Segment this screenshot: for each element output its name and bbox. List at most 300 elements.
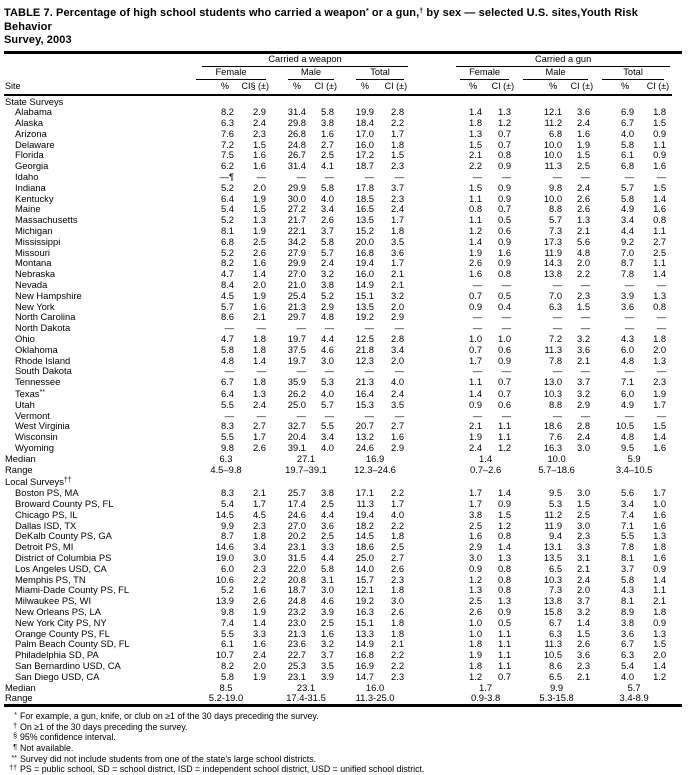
pct-column-header: % xyxy=(180,80,240,95)
value-cell: 11.2 xyxy=(544,508,563,520)
value-cell: 2.4 xyxy=(320,257,334,269)
value-cell: — xyxy=(256,171,266,183)
value-cell: 3.0 xyxy=(469,551,483,563)
value-cell: 13.5 xyxy=(355,300,374,312)
column-gap xyxy=(410,129,454,140)
table-row xyxy=(4,107,672,118)
value-cell: 2.1 xyxy=(252,487,266,499)
value-cell: 7.8 xyxy=(621,541,635,553)
value-cell: 1.6 xyxy=(653,442,667,453)
value-cell: 2.7 xyxy=(252,420,266,432)
value-cell: 0.8 xyxy=(498,573,512,585)
value-cell: 1.3 xyxy=(653,627,667,639)
summary-value-cell: 9.9 xyxy=(550,681,564,693)
value-cell: 16.0 xyxy=(355,138,374,150)
value-cell: 2.5 xyxy=(577,160,591,172)
subheader-weapon-total xyxy=(340,67,410,80)
value-cell: — xyxy=(580,311,591,323)
value-cell: — xyxy=(656,279,667,291)
value-cell: 19.2 xyxy=(355,311,374,323)
value-cell: 3.6 xyxy=(320,519,334,531)
value-cell: 9.5 xyxy=(621,442,635,453)
value-cell: 6.7 xyxy=(621,117,635,129)
column-gap xyxy=(410,629,454,640)
value-cell: 1.5 xyxy=(469,181,483,193)
value-cell: 4.4 xyxy=(320,333,334,345)
value-cell: 3.5 xyxy=(320,659,334,671)
value-cell: 19.2 xyxy=(355,595,374,607)
value-cell: 29.8 xyxy=(287,117,306,129)
value-cell: 19.4 xyxy=(355,257,374,269)
value-cell: 1.9 xyxy=(469,431,483,443)
site-column-spacer xyxy=(4,67,180,80)
value-cell: — xyxy=(224,365,234,377)
site-name: New Orleans PS, LA xyxy=(15,605,101,617)
value-cell: 25.7 xyxy=(287,487,306,499)
title-text: TABLE 7. Percentage of high school students who carried a weapon xyxy=(4,7,366,19)
value-cell: 30.0 xyxy=(287,192,306,204)
column-gap xyxy=(410,607,454,618)
value-cell: 1.6 xyxy=(320,627,334,639)
value-cell: 5.8 xyxy=(320,181,334,193)
column-gap xyxy=(410,312,454,323)
table-row xyxy=(4,140,672,151)
value-cell: — xyxy=(364,409,374,421)
site-name: Mississippi xyxy=(15,235,61,247)
value-cell: 11.3 xyxy=(544,343,563,355)
value-cell: 1.1 xyxy=(498,649,512,661)
value-cell: 1.4 xyxy=(469,106,483,118)
value-cell: 11.9 xyxy=(544,519,563,531)
value-cell: 3.9 xyxy=(621,289,635,301)
column-gap xyxy=(410,377,454,388)
value-cell: 0.9 xyxy=(498,605,512,617)
value-cell: 1.3 xyxy=(498,106,512,118)
group-header-weapon-label: Carried a weapon xyxy=(202,54,408,67)
footnote-text: 95% confidence interval. xyxy=(20,732,116,743)
subheader-label: Total xyxy=(602,67,664,80)
value-cell: 8.8 xyxy=(549,398,563,410)
value-cell: 1.3 xyxy=(252,388,266,400)
value-cell: 1.6 xyxy=(653,203,667,215)
value-cell: 5.5 xyxy=(621,530,635,542)
value-cell: 1.6 xyxy=(252,149,266,161)
range-row xyxy=(4,465,672,476)
column-gap xyxy=(410,465,454,476)
value-cell: — xyxy=(472,311,483,323)
value-cell: 0.9 xyxy=(469,562,483,574)
value-cell: 8.6 xyxy=(220,311,234,323)
value-cell: 23.1 xyxy=(287,541,306,553)
value-cell: 1.9 xyxy=(252,192,266,204)
value-cell: 8.7 xyxy=(220,530,234,542)
summary-value-cell: 6.3 xyxy=(219,452,233,464)
value-cell: — xyxy=(552,322,563,334)
table-row xyxy=(4,639,672,650)
value-cell: 18.7 xyxy=(355,160,374,172)
table-row xyxy=(4,661,672,672)
value-cell: 2.0 xyxy=(653,649,667,661)
value-cell: 8.3 xyxy=(220,487,234,499)
site-name: Kentucky xyxy=(15,192,54,204)
value-cell: 11.3 xyxy=(544,638,563,650)
median-row xyxy=(4,454,672,465)
value-cell: 1.3 xyxy=(577,214,591,226)
ci-column-header: CI (±) xyxy=(488,80,517,95)
value-cell: 0.6 xyxy=(498,398,512,410)
range-label: Range xyxy=(5,692,33,704)
value-cell: 1.1 xyxy=(653,138,667,150)
value-cell: 1.0 xyxy=(469,616,483,628)
table-row xyxy=(4,161,672,172)
subheader-label: Total xyxy=(356,67,404,80)
value-cell: 2.1 xyxy=(469,420,483,432)
value-cell: 5.5 xyxy=(220,398,234,410)
site-name: Missouri xyxy=(15,246,50,258)
value-cell: 4.8 xyxy=(320,311,334,323)
value-cell: 2.5 xyxy=(391,541,405,553)
value-cell: 1.3 xyxy=(498,595,512,607)
column-gap xyxy=(410,215,454,226)
value-cell: 5.4 xyxy=(220,497,234,509)
value-cell: 1.1 xyxy=(469,192,483,204)
value-cell: — xyxy=(552,409,563,421)
value-cell: 3.0 xyxy=(391,595,405,607)
value-cell: 3.2 xyxy=(320,638,334,650)
value-cell: 20.0 xyxy=(355,235,374,247)
value-cell: 13.9 xyxy=(215,595,234,607)
column-gap xyxy=(410,683,454,694)
value-cell: 5.2 xyxy=(220,246,234,258)
value-cell: — xyxy=(656,365,667,377)
value-cell: 35.9 xyxy=(287,376,306,388)
column-gap xyxy=(410,639,454,650)
value-cell: 2.5 xyxy=(320,616,334,628)
value-cell: 3.6 xyxy=(621,627,635,639)
column-gap xyxy=(410,356,454,367)
summary-value-cell: 5.7 xyxy=(627,681,641,693)
value-cell: 2.6 xyxy=(577,192,591,204)
value-cell: 1.6 xyxy=(653,551,667,563)
value-cell: 1.6 xyxy=(653,508,667,520)
site-name: West Virginia xyxy=(15,420,70,432)
site-name: Broward County PS, FL xyxy=(15,497,114,509)
value-cell: 2.4 xyxy=(391,388,405,400)
value-cell: 7.0 xyxy=(621,246,635,258)
column-gap xyxy=(410,400,454,411)
value-cell: 2.8 xyxy=(577,420,591,432)
pct-column-header: % xyxy=(596,80,640,95)
value-cell: 0.7 xyxy=(498,376,512,388)
value-cell: 4.0 xyxy=(320,442,334,453)
value-cell: — xyxy=(256,409,266,421)
value-cell: — xyxy=(624,311,635,323)
table-row xyxy=(4,585,672,596)
value-cell: 3.7 xyxy=(320,225,334,237)
value-cell: 16.3 xyxy=(355,605,374,617)
value-cell: 1.3 xyxy=(469,584,483,596)
site-name: Orange County PS, FL xyxy=(15,627,110,639)
table-row xyxy=(4,150,672,161)
value-cell: 1.8 xyxy=(653,333,667,345)
value-cell: 17.1 xyxy=(355,487,374,499)
value-cell: 4.8 xyxy=(621,354,635,366)
value-cell: 0.4 xyxy=(498,300,512,312)
value-cell: 1.0 xyxy=(498,333,512,345)
table-row xyxy=(4,118,672,129)
table-row xyxy=(4,334,672,345)
summary-value-cell: 0.9-3.8 xyxy=(470,692,501,704)
value-cell: 2.5 xyxy=(320,149,334,161)
value-cell: 13.0 xyxy=(543,376,563,388)
value-cell: 16.3 xyxy=(543,442,563,453)
value-cell: 1.5 xyxy=(469,138,483,150)
site-name: South Dakota xyxy=(15,365,72,377)
column-header-row xyxy=(4,80,672,95)
site-name: Alabama xyxy=(15,106,53,118)
value-cell: 1.3 xyxy=(653,289,667,301)
value-cell: 2.9 xyxy=(391,311,405,323)
value-cell: 3.7 xyxy=(621,562,635,574)
column-gap xyxy=(410,172,454,183)
value-cell: 5.7 xyxy=(320,246,334,258)
value-cell: — xyxy=(580,409,591,421)
value-cell: 2.3 xyxy=(577,289,591,301)
value-cell: 2.0 xyxy=(391,300,405,312)
value-cell: 5.2 xyxy=(320,289,334,301)
value-cell: 0.6 xyxy=(498,343,512,355)
table-row xyxy=(4,172,672,183)
column-gap xyxy=(410,542,454,553)
summary-value-cell: 10.0 xyxy=(547,452,566,464)
value-cell: 2.3 xyxy=(252,519,266,531)
table-row xyxy=(4,323,672,334)
ci-column-header: CI (±) xyxy=(380,80,410,95)
table-row xyxy=(4,204,672,215)
footnote-marker: ¶ xyxy=(13,743,17,751)
value-cell: 6.5 xyxy=(549,670,563,682)
value-cell: 5.2 xyxy=(220,584,234,596)
value-cell: 2.5 xyxy=(320,530,334,542)
value-cell: 5.2 xyxy=(220,214,234,226)
value-cell: 1.2 xyxy=(469,573,483,585)
summary-value-cell: 4.5–9.8 xyxy=(210,463,242,475)
value-cell: 1.2 xyxy=(498,117,512,129)
value-cell: 2.2 xyxy=(391,649,405,661)
column-gap xyxy=(410,521,454,532)
subgroup-header-row xyxy=(4,67,672,80)
value-cell: 6.3 xyxy=(220,117,234,129)
value-cell: 26.8 xyxy=(287,127,306,139)
footnote xyxy=(4,711,682,722)
value-cell: 26.7 xyxy=(287,149,306,161)
table-row xyxy=(4,258,672,269)
summary-value-cell: 5.9 xyxy=(627,452,641,464)
footnote-marker: * xyxy=(14,712,17,720)
value-cell: 14.9 xyxy=(355,279,374,291)
value-cell: — xyxy=(472,171,483,183)
table-row xyxy=(4,366,672,377)
value-cell: 2.6 xyxy=(577,203,591,215)
value-cell: — xyxy=(580,279,591,291)
range-label: Range xyxy=(5,463,33,475)
footnote xyxy=(4,743,682,754)
value-cell: 1.8 xyxy=(391,616,405,628)
value-cell: 3.8 xyxy=(320,279,334,291)
site-name: Wisconsin xyxy=(15,431,58,443)
footnote xyxy=(4,732,682,743)
column-gap xyxy=(410,650,454,661)
value-cell: 15.3 xyxy=(355,398,374,410)
column-gap xyxy=(410,366,454,377)
value-cell: 1.8 xyxy=(653,106,667,118)
value-cell: 2.0 xyxy=(577,257,591,269)
value-cell: 1.4 xyxy=(469,235,483,247)
value-cell: 2.6 xyxy=(252,246,266,258)
ci-column-header: CI (±) xyxy=(640,80,672,95)
value-cell: 20.7 xyxy=(355,420,374,432)
value-cell: 14.3 xyxy=(543,257,563,269)
value-cell: 1.2 xyxy=(498,519,512,531)
value-cell: 34.2 xyxy=(287,235,306,247)
value-cell: 3.7 xyxy=(320,649,334,661)
value-cell: 14.6 xyxy=(215,541,234,553)
value-cell: 0.7 xyxy=(469,343,483,355)
value-cell: 1.3 xyxy=(252,214,266,226)
value-cell: — xyxy=(501,322,512,334)
value-cell: 7.5 xyxy=(220,149,234,161)
value-cell: 9.4 xyxy=(549,530,563,542)
site-name: Chicago PS, IL xyxy=(15,508,78,520)
value-cell: 4.6 xyxy=(320,343,334,355)
value-cell: 12.1 xyxy=(355,584,374,596)
value-cell: 1.1 xyxy=(498,431,512,443)
value-cell: 3.8 xyxy=(621,616,635,628)
subheader-label: Female xyxy=(196,67,266,80)
value-cell: 2.5 xyxy=(469,519,483,531)
value-cell: — xyxy=(324,171,334,183)
value-cell: 1.8 xyxy=(391,225,405,237)
value-cell: 1.1 xyxy=(498,627,512,639)
value-cell: 5.4 xyxy=(220,203,234,215)
value-cell: 22.0 xyxy=(287,562,306,574)
value-cell: 1.1 xyxy=(498,659,512,671)
section-label xyxy=(4,475,672,488)
value-cell: 1.2 xyxy=(469,670,483,682)
value-cell: — xyxy=(256,365,266,377)
value-cell: 1.6 xyxy=(252,257,266,269)
site-name: New York xyxy=(15,300,55,312)
value-cell: 1.6 xyxy=(252,584,266,596)
value-cell: 6.8 xyxy=(549,127,563,139)
value-cell: 1.2 xyxy=(498,442,512,453)
value-cell: 6.3 xyxy=(549,627,563,639)
value-cell: 2.3 xyxy=(577,659,591,671)
value-cell: 1.8 xyxy=(391,584,405,596)
site-name: Ohio xyxy=(15,333,35,345)
value-cell: 14.7 xyxy=(355,670,374,682)
value-cell: — xyxy=(552,365,563,377)
value-cell: 4.5 xyxy=(252,508,266,520)
value-cell: 1.6 xyxy=(391,431,405,443)
subheader-label: Female xyxy=(460,67,509,80)
value-cell: 3.8 xyxy=(320,117,334,129)
value-cell: 5.2 xyxy=(220,181,234,193)
value-cell: 2.6 xyxy=(252,442,266,453)
summary-value-cell: 27.1 xyxy=(296,452,316,464)
site-name: Los Angeles USD, CA xyxy=(15,562,107,574)
value-cell: 1.8 xyxy=(469,117,483,129)
value-cell: 3.6 xyxy=(621,300,635,312)
value-cell: 4.4 xyxy=(621,225,635,237)
value-cell: 8.2 xyxy=(220,659,234,671)
value-cell: 4.7 xyxy=(220,268,234,280)
value-cell: 1.8 xyxy=(653,541,667,553)
footnote xyxy=(4,764,682,775)
table-row xyxy=(4,226,672,237)
value-cell: 0.7 xyxy=(498,203,512,215)
value-cell: 4.8 xyxy=(577,246,591,258)
site-name: Miami-Dade County PS, FL xyxy=(15,584,130,596)
footnote-marker: †† xyxy=(9,765,17,773)
column-gap xyxy=(410,226,454,237)
value-cell: — xyxy=(624,365,635,377)
value-cell: 21.3 xyxy=(287,300,306,312)
value-cell: — xyxy=(580,322,591,334)
table-row xyxy=(4,531,672,542)
value-cell: — xyxy=(364,171,374,183)
group-header-weapon xyxy=(180,54,410,67)
column-gap xyxy=(410,248,454,259)
value-cell: 3.9 xyxy=(320,605,334,617)
value-cell: — xyxy=(580,171,591,183)
subheader-gun-male xyxy=(517,67,596,80)
summary-value-cell: 0.7–2.6 xyxy=(469,463,502,475)
value-cell: 6.0 xyxy=(220,562,234,574)
table-row xyxy=(4,443,672,454)
table-row xyxy=(4,356,672,367)
value-cell: 1.5 xyxy=(577,627,591,639)
value-cell: 2.4 xyxy=(469,442,483,453)
value-cell: 3.1 xyxy=(577,551,591,563)
value-cell: 0.9 xyxy=(653,616,667,628)
value-cell: 1.7 xyxy=(252,431,266,443)
site-name: Utah xyxy=(15,398,35,410)
value-cell: 5.7 xyxy=(621,181,635,193)
value-cell: 5.6 xyxy=(577,235,591,247)
value-cell: 3.4 xyxy=(391,343,405,355)
group-header-row xyxy=(4,54,672,67)
value-cell: 16.5 xyxy=(355,203,374,215)
group-header-gun xyxy=(454,54,672,67)
value-cell: 1.9 xyxy=(252,605,266,617)
value-cell: 5.8 xyxy=(320,106,334,118)
value-cell: 9.8 xyxy=(549,181,563,193)
value-cell: — xyxy=(624,322,635,334)
value-cell: 3.6 xyxy=(577,106,591,118)
table-row xyxy=(4,302,672,313)
subheader-weapon-male xyxy=(272,67,340,80)
value-cell: 23.6 xyxy=(287,638,306,650)
value-cell: 2.3 xyxy=(391,670,405,682)
summary-value-cell: 1.4 xyxy=(479,452,493,464)
summary-value-cell: 16.9 xyxy=(365,452,385,464)
summary-value-cell: 5.3-15.8 xyxy=(539,692,574,704)
table-row xyxy=(4,312,672,323)
value-cell: 16.9 xyxy=(355,659,374,671)
summary-value-cell: 3.4-8.9 xyxy=(619,692,649,704)
value-cell: 2.3 xyxy=(391,192,405,204)
